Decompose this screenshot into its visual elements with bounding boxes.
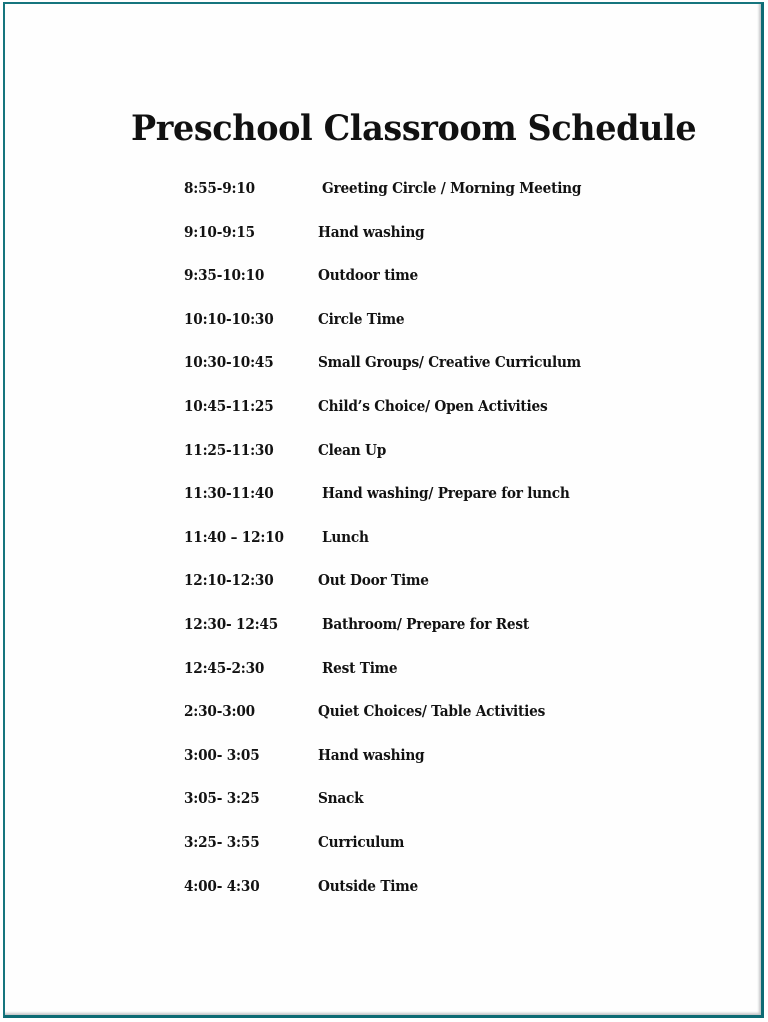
schedule-row bbox=[5, 746, 761, 790]
schedule-row-time: 12:30- 12:45 bbox=[184, 615, 279, 633]
schedule-row-time: 11:25-11:30 bbox=[184, 441, 274, 459]
schedule-row bbox=[5, 702, 761, 746]
schedule-row bbox=[5, 266, 761, 310]
scanned-page-frame bbox=[3, 2, 764, 1018]
schedule-row bbox=[5, 484, 761, 528]
schedule-row-activity: Rest Time bbox=[322, 659, 398, 677]
schedule-row-time: 9:35-10:10 bbox=[184, 267, 265, 285]
schedule-row-activity: Hand washing bbox=[318, 746, 425, 764]
schedule-row-activity: Snack bbox=[318, 790, 364, 808]
page-title: Preschool Classroom Schedule bbox=[131, 108, 697, 149]
schedule-row-activity: Greeting Circle / Morning Meeting bbox=[322, 180, 582, 197]
schedule-row-time: 2:30-3:00 bbox=[184, 703, 255, 721]
schedule-row-activity: Circle Time bbox=[318, 310, 405, 328]
schedule-row bbox=[5, 179, 761, 223]
schedule-row bbox=[5, 571, 761, 615]
schedule-row-activity: Hand washing/ Prepare for lunch bbox=[322, 485, 570, 503]
schedule-row bbox=[5, 441, 761, 485]
schedule-row bbox=[5, 223, 761, 267]
schedule-row-time: 3:05- 3:25 bbox=[184, 790, 260, 808]
schedule-list bbox=[5, 179, 761, 920]
schedule-row-time: 10:45-11:25 bbox=[184, 397, 274, 415]
schedule-row-activity: Bathroom/ Prepare for Rest bbox=[322, 615, 529, 633]
schedule-row-time: 9:10-9:15 bbox=[184, 223, 255, 241]
schedule-row-activity: Out Door Time bbox=[318, 572, 429, 590]
schedule-row-activity: Outside Time bbox=[318, 877, 419, 895]
schedule-row-time: 3:25- 3:55 bbox=[184, 833, 260, 851]
schedule-row-activity: Lunch bbox=[322, 528, 369, 546]
schedule-row bbox=[5, 528, 761, 572]
schedule-row bbox=[5, 659, 761, 703]
schedule-row-activity: Quiet Choices/ Table Activities bbox=[318, 703, 546, 721]
schedule-row-time: 3:00- 3:05 bbox=[184, 746, 260, 764]
schedule-row bbox=[5, 397, 761, 441]
schedule-row bbox=[5, 310, 761, 354]
schedule-row-time: 8:55-9:10 bbox=[184, 180, 255, 197]
schedule-row bbox=[5, 877, 761, 921]
schedule-row-activity: Hand washing bbox=[318, 223, 425, 241]
schedule-row bbox=[5, 615, 761, 659]
schedule-row-time: 12:45-2:30 bbox=[184, 659, 265, 677]
schedule-row-activity: Clean Up bbox=[318, 441, 387, 459]
schedule-row-time: 10:10-10:30 bbox=[184, 310, 274, 328]
schedule-row-time: 12:10-12:30 bbox=[184, 572, 274, 590]
schedule-row-activity: Small Groups/ Creative Curriculum bbox=[318, 354, 581, 372]
schedule-row bbox=[5, 789, 761, 833]
schedule-row bbox=[5, 353, 761, 397]
schedule-row bbox=[5, 833, 761, 877]
schedule-row-time: 11:40 – 12:10 bbox=[184, 528, 284, 546]
schedule-row-time: 11:30-11:40 bbox=[184, 485, 274, 503]
schedule-row-time: 10:30-10:45 bbox=[184, 354, 274, 372]
page-sheet bbox=[5, 4, 761, 1015]
schedule-row-activity: Curriculum bbox=[318, 833, 405, 851]
schedule-row-activity: Outdoor time bbox=[318, 267, 419, 285]
schedule-row-activity: Child’s Choice/ Open Activities bbox=[318, 397, 548, 415]
schedule-row-time: 4:00- 4:30 bbox=[184, 877, 260, 895]
